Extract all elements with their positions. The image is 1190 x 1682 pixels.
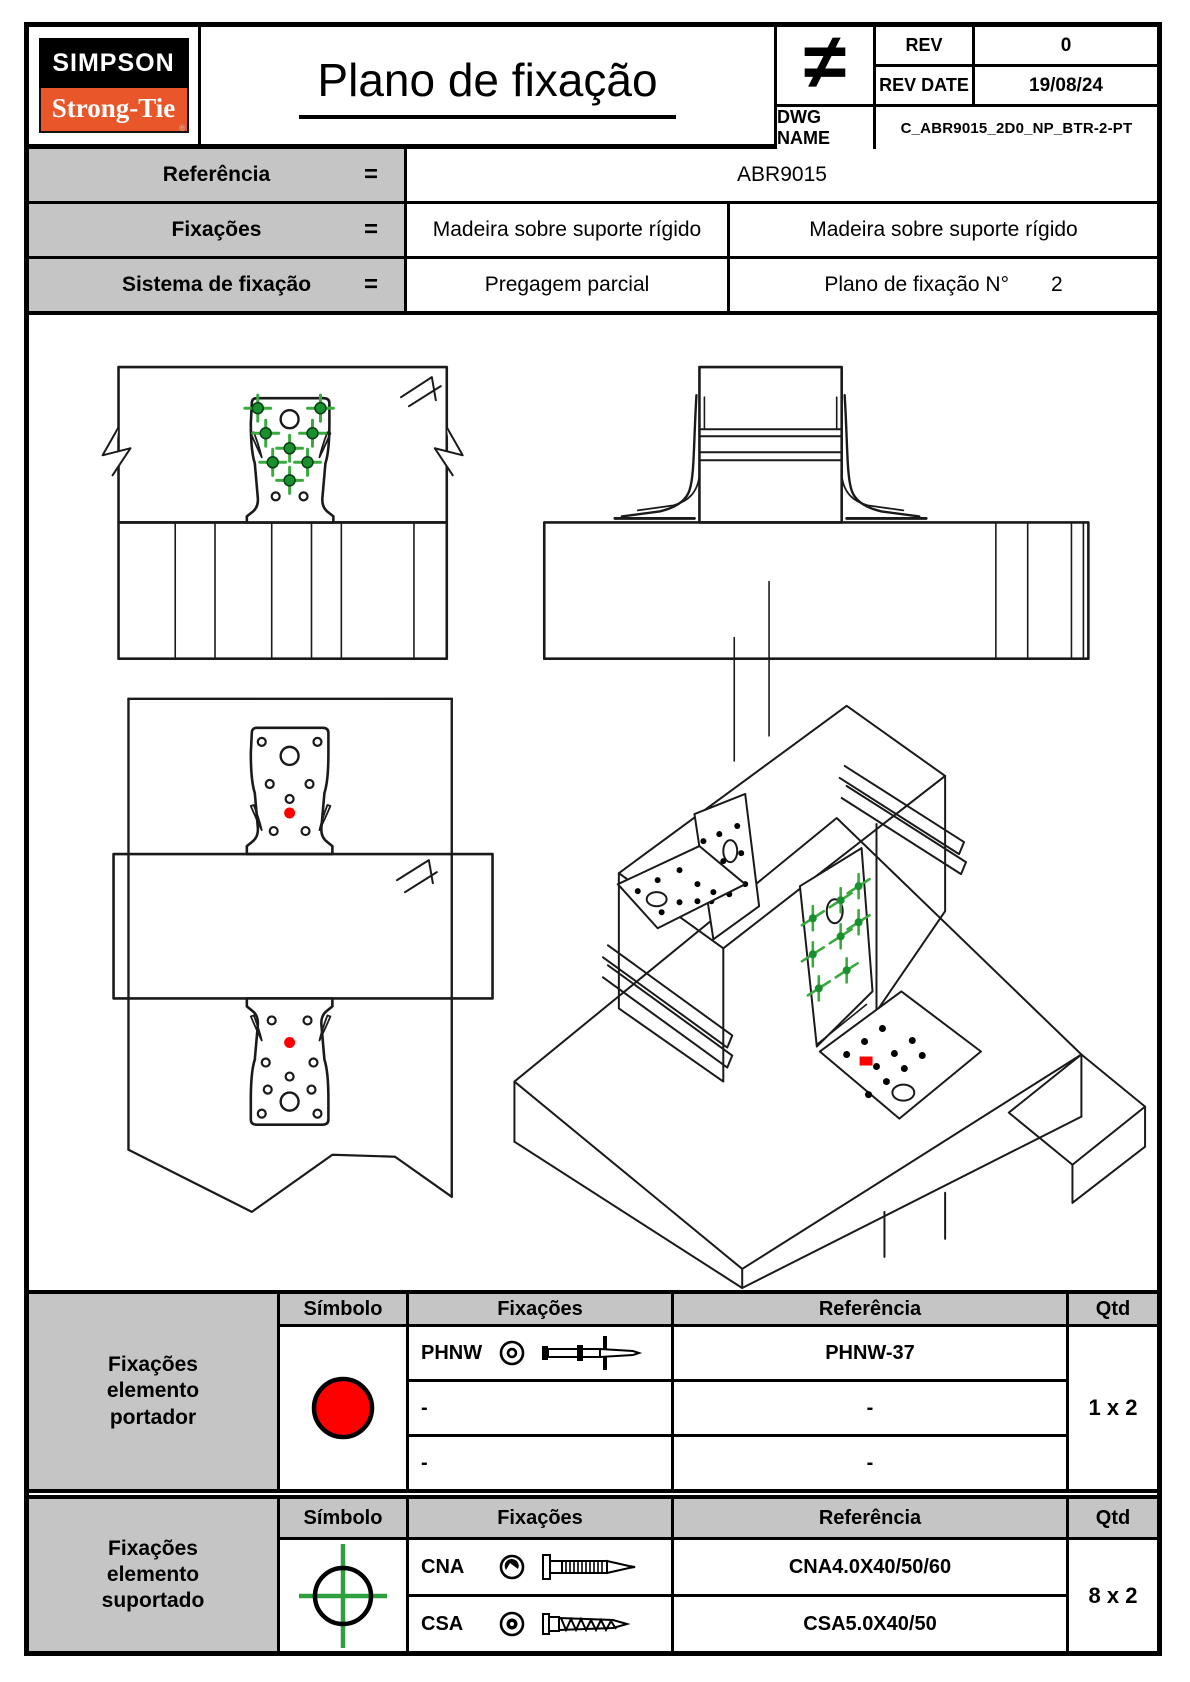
plan-number-label: Plano de fixação N° (824, 273, 1009, 296)
plan-number-cell (730, 259, 1157, 311)
registered-mark: ® (178, 123, 186, 133)
plan-view-drawing (114, 699, 493, 1212)
iso-bracket-near (800, 848, 981, 1119)
qty-carrier: 1 x 2 (1069, 1327, 1157, 1489)
equals-sign: = (363, 161, 378, 188)
col-header-qty: Qtd (1069, 1294, 1157, 1324)
table-divider (29, 1489, 1157, 1499)
green-crosshair-symbol-icon (280, 1540, 406, 1651)
not-equal-symbol: ≠ (777, 27, 873, 104)
phnw-fixing-dot (284, 808, 295, 819)
col-header-fixings: Fixações (409, 1294, 671, 1324)
col-header-reference: Referência (674, 1294, 1066, 1324)
cna-head-icon (497, 1552, 527, 1582)
reference-empty-2: - (674, 1437, 1066, 1489)
logo-strongtie-text: Strong-Tie (51, 93, 176, 123)
revision-block (774, 17, 1157, 148)
fixing-row-phnw: PHNW (409, 1327, 671, 1379)
fixing-row-csa: CSA (409, 1597, 671, 1651)
iso-bracket-far (618, 794, 759, 939)
drawing-sheet (24, 17, 1162, 1656)
col-header-symbol: Símbolo (280, 1499, 406, 1537)
qty-supported: 8 x 2 (1069, 1540, 1157, 1651)
phnw-fixing-dot (860, 1057, 873, 1066)
page-title: Plano de fixação (299, 53, 675, 119)
fixing-row-empty-2: - (409, 1437, 671, 1489)
rev-date-value: 19/08/24 (975, 67, 1157, 104)
col-header-fixings: Fixações (409, 1499, 671, 1537)
rev-date-label: REV DATE (876, 67, 972, 104)
plan-number-value: 2 (1051, 273, 1063, 296)
rev-value: 0 (975, 27, 1157, 64)
fixings-label: Fixações (171, 218, 262, 241)
fixings-row (29, 204, 1157, 256)
phnw-side-icon (541, 1334, 653, 1372)
col-header-reference: Referência (674, 1499, 1066, 1537)
simpson-strongtie-logo (39, 38, 189, 133)
group-label-supported: Fixações elemento suportado (29, 1499, 277, 1651)
reference-cna: CNA4.0X40/50/60 (674, 1540, 1066, 1594)
system-label-cell (29, 259, 404, 311)
reference-csa: CSA5.0X40/50 (674, 1597, 1066, 1651)
phnw-fixing-dot (284, 1037, 295, 1048)
fixing-row-empty-1: - (409, 1382, 671, 1434)
logo-strongtie (39, 88, 189, 133)
dwg-name-label: DWG NAME (777, 107, 873, 149)
cna-side-icon (541, 1548, 651, 1586)
reference-label: Referência (162, 163, 271, 186)
system-value: Pregagem parcial (407, 259, 727, 311)
isometric-view-drawing (514, 582, 1145, 1288)
rev-label: REV (876, 27, 972, 64)
logo-cell (29, 27, 201, 144)
reference-phnw: PHNW-37 (674, 1327, 1066, 1379)
equals-sign: = (363, 216, 378, 243)
dwg-name-value: C_ABR9015_2D0_NP_BTR-2-PT (876, 107, 1157, 149)
fixings-value-left: Madeira sobre suporte rígido (407, 204, 727, 256)
group-label-carrier: Fixações elemento portador (29, 1294, 277, 1489)
system-label: Sistema de fixação (121, 273, 312, 296)
reference-label-cell (29, 149, 404, 201)
equals-sign: = (363, 271, 378, 298)
phnw-head-icon (497, 1338, 527, 1368)
logo-simpson: SIMPSON (39, 38, 189, 88)
fixings-carrier-table (29, 1290, 1157, 1489)
fixings-label-cell (29, 204, 404, 256)
reference-value: ABR9015 (407, 149, 1157, 201)
fixing-plan-drawing (29, 315, 1157, 1290)
title-block (29, 17, 1157, 149)
reference-empty-1: - (674, 1382, 1066, 1434)
csa-side-icon (541, 1605, 651, 1643)
sheet-title-cell (201, 27, 774, 144)
reference-row (29, 149, 1157, 201)
system-row (29, 259, 1157, 311)
front-view-drawing (103, 367, 463, 659)
reference-table (29, 149, 1157, 315)
technical-drawing-panel (29, 315, 1157, 1290)
red-dot-symbol-icon (280, 1327, 406, 1489)
side-view-drawing (544, 367, 1088, 659)
col-header-qty: Qtd (1069, 1499, 1157, 1537)
fixings-supported-table (29, 1499, 1157, 1651)
csa-head-icon (497, 1609, 527, 1639)
fixings-value-right: Madeira sobre suporte rígido (730, 204, 1157, 256)
fixing-row-cna: CNA (409, 1540, 671, 1594)
col-header-symbol: Símbolo (280, 1294, 406, 1324)
